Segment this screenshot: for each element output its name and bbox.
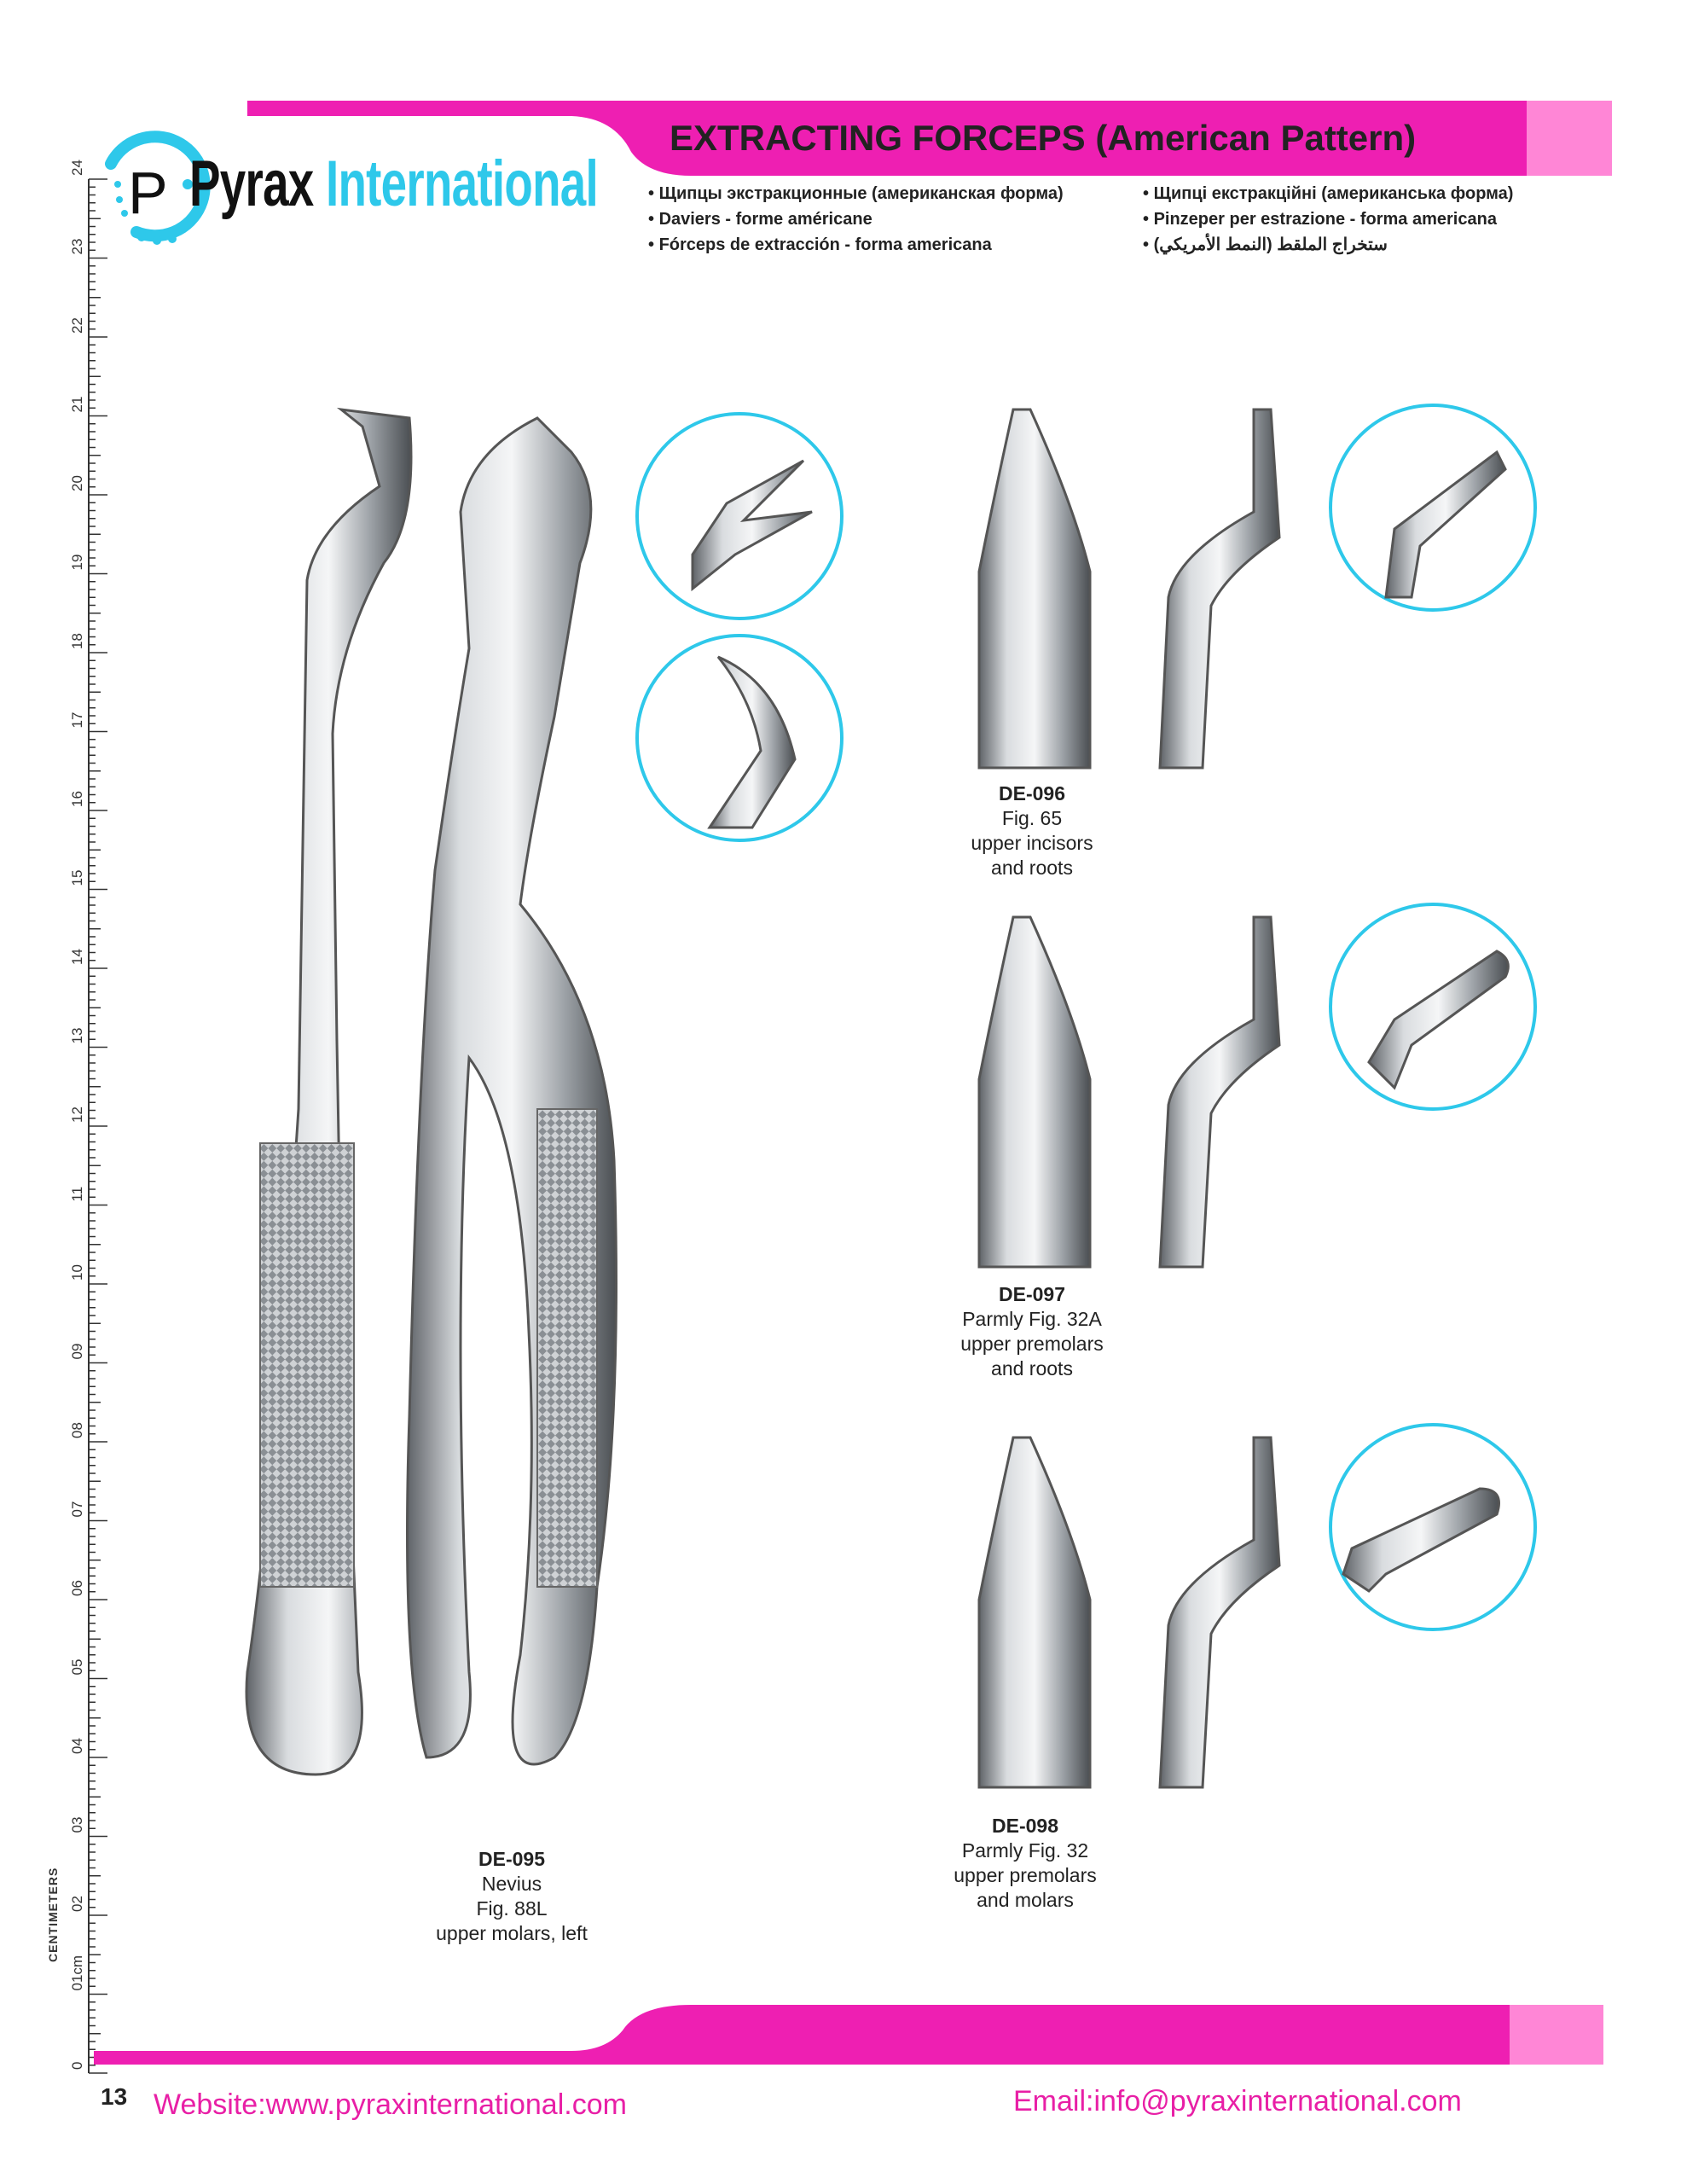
forceps-photo-de-098-side bbox=[1151, 1429, 1305, 1796]
beak-detail-photo bbox=[1326, 1420, 1539, 1634]
beak-detail-photo bbox=[633, 631, 846, 845]
ruler-label: 04 bbox=[69, 1738, 85, 1754]
ruler-label: 16 bbox=[69, 791, 85, 807]
product-caption-de-096 bbox=[896, 781, 1168, 880]
translation-line: • Щипцы экстракционные (американская форма) bbox=[648, 181, 1064, 206]
page-title: EXTRACTING FORCEPS (American Pattern) bbox=[670, 118, 1417, 158]
product-code: DE-095 bbox=[478, 1848, 545, 1870]
ruler-label: 13 bbox=[69, 1027, 85, 1044]
beak-detail-photo bbox=[633, 410, 846, 623]
beak-detail-photo bbox=[1326, 900, 1539, 1113]
translations-left bbox=[648, 181, 1064, 258]
product-code: DE-098 bbox=[992, 1815, 1058, 1837]
ruler-label: 19 bbox=[69, 554, 85, 571]
email-link[interactable]: Email:info@pyraxinternational.com bbox=[1013, 2085, 1462, 2117]
ruler-label: 02 bbox=[69, 1896, 85, 1912]
product-code: DE-096 bbox=[999, 782, 1065, 804]
translation-line: • Daviers - forme américane bbox=[648, 206, 1064, 232]
product-caption-de-097 bbox=[896, 1282, 1168, 1381]
forceps-photo-de-097-side bbox=[1151, 909, 1305, 1275]
forceps-photo-de-098-front bbox=[962, 1429, 1111, 1796]
ruler-label: 11 bbox=[69, 1186, 85, 1202]
forceps-photo-de-096-front bbox=[962, 401, 1111, 776]
ruler-label: 09 bbox=[69, 1343, 85, 1360]
translation-line: • Pinzeper per estrazione - forma americana bbox=[1143, 206, 1513, 232]
ruler-label: 10 bbox=[69, 1264, 85, 1281]
ruler-label: 12 bbox=[69, 1107, 85, 1123]
ruler-label: 15 bbox=[69, 869, 85, 886]
ruler-label: 20 bbox=[69, 475, 85, 491]
ruler-label: 22 bbox=[69, 317, 85, 334]
product-caption-de-095 bbox=[375, 1847, 648, 1946]
translations-right bbox=[1143, 181, 1513, 258]
ruler-label: 17 bbox=[69, 712, 85, 729]
ruler-label: 18 bbox=[69, 633, 85, 649]
product-desc-line: Nevius bbox=[481, 1873, 542, 1895]
company-name-word-1: Pyrax bbox=[189, 148, 314, 220]
footer-bar bbox=[94, 2005, 1603, 2065]
ruler-label: 23 bbox=[69, 238, 85, 255]
product-desc-line: Fig. 65 bbox=[1001, 807, 1063, 829]
product-desc-line: Parmly Fig. 32A bbox=[962, 1308, 1102, 1330]
ruler-label: 08 bbox=[69, 1422, 85, 1438]
beak-detail-photo bbox=[1326, 401, 1539, 614]
ruler-label: 01cm bbox=[69, 1955, 85, 1991]
product-desc-line: and roots bbox=[991, 857, 1073, 879]
product-caption-de-098 bbox=[889, 1814, 1162, 1913]
product-desc-line: upper premolars bbox=[954, 1864, 1097, 1886]
ruler-label: 05 bbox=[69, 1658, 85, 1676]
translation-line: • Щипці екстракційні (американська форма) bbox=[1143, 181, 1513, 206]
translation-line: • Fórceps de extracción - forma americana bbox=[648, 232, 1064, 258]
product-desc-line: upper incisors bbox=[971, 832, 1093, 854]
ruler-label: 07 bbox=[69, 1501, 85, 1518]
product-desc-line: Parmly Fig. 32 bbox=[961, 1839, 1089, 1862]
product-desc-line: upper molars, left bbox=[436, 1922, 588, 1944]
company-name-word-2: International bbox=[325, 148, 598, 220]
ruler-unit-label: CENTIMETERS bbox=[46, 1867, 60, 1962]
logo-letter: P bbox=[128, 160, 168, 226]
translation-line: • ستخراج الملقط (النمط الأمريكي) bbox=[1143, 232, 1513, 258]
product-desc-line: and molars bbox=[977, 1889, 1074, 1911]
centimeter-ruler bbox=[29, 160, 106, 2082]
forceps-photo-de-096-side bbox=[1151, 401, 1305, 776]
ruler-label: 14 bbox=[69, 949, 85, 965]
ruler-label: 06 bbox=[69, 1580, 85, 1596]
product-desc-line: upper premolars bbox=[960, 1333, 1104, 1355]
ruler-label: 0 bbox=[69, 2061, 85, 2070]
company-name bbox=[189, 147, 598, 221]
page-number: 13 bbox=[101, 2083, 128, 2110]
website-link[interactable]: Website:www.pyraxinternational.com bbox=[154, 2088, 627, 2121]
ruler-label: 03 bbox=[69, 1816, 85, 1833]
forceps-photo-de-095 bbox=[213, 392, 657, 1826]
product-desc-line: Fig. 88L bbox=[476, 1897, 548, 1920]
forceps-photo-de-097-front bbox=[962, 909, 1111, 1275]
product-code: DE-097 bbox=[999, 1283, 1065, 1305]
ruler-label: 21 bbox=[69, 396, 85, 413]
product-desc-line: and roots bbox=[991, 1357, 1073, 1380]
ruler-label: 24 bbox=[69, 160, 85, 176]
